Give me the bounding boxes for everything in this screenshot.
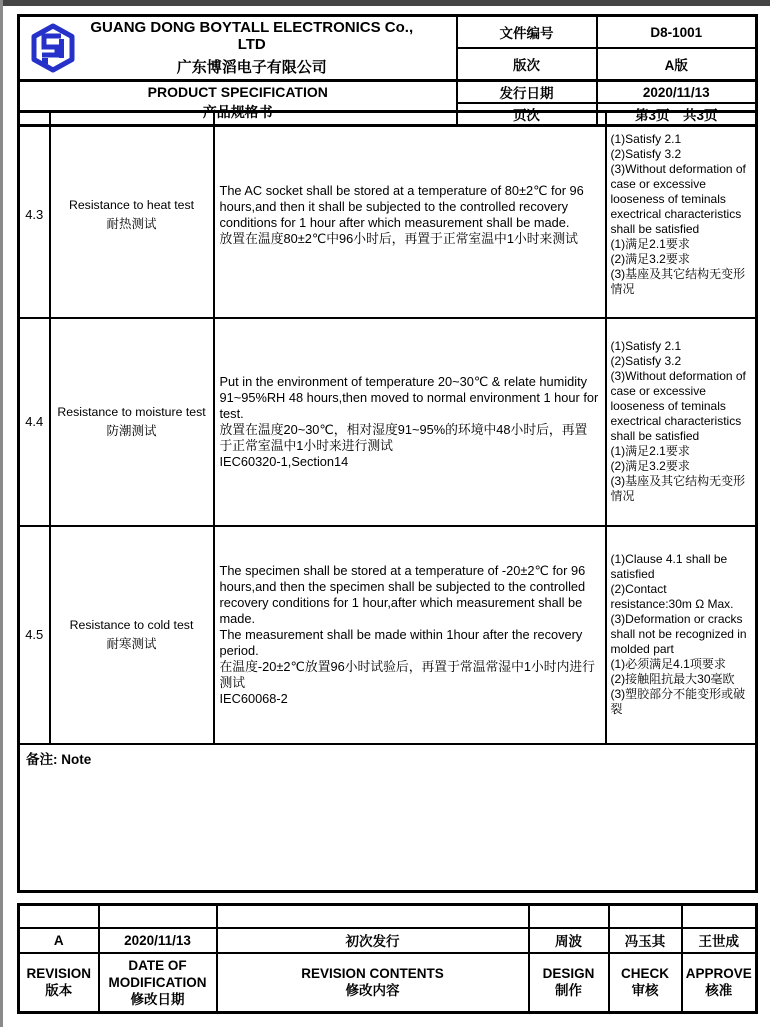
empty-cell xyxy=(529,905,609,928)
test-item-cell xyxy=(50,318,214,526)
description-line: The measurement shall be made within 1hour after the recovery period. xyxy=(219,626,583,658)
company-logo-icon xyxy=(24,23,82,73)
doc-title-cn: 产品规格书 xyxy=(202,104,273,120)
company-name-cn: 广东博滔电子有限公司 xyxy=(176,59,327,76)
header-cn: 版本 xyxy=(45,983,73,999)
header-cn: 制作 xyxy=(555,983,582,999)
criteria-line: (1)Satisfy 2.1 xyxy=(610,339,682,353)
test-number: 4.5 xyxy=(19,526,50,744)
test-item-cell xyxy=(50,112,214,318)
header-cn: 修改日期 xyxy=(130,991,185,1007)
description-line: 放置在温度20~30℃，相对湿度91~95%的环境中48小时后，再置于正常室温中1小时来进行测试 xyxy=(219,421,588,453)
revision-empty-row xyxy=(19,905,757,928)
test-description-cell xyxy=(214,318,606,526)
header-en: APPROVE xyxy=(685,966,752,982)
header-en: REVISION xyxy=(26,966,91,982)
header-cn: 核准 xyxy=(705,983,733,999)
revision-entry-approve: 王世成 xyxy=(682,928,757,953)
description-line: Put in the environment of temperature 20~30℃ & relate humidity 91~95%RH 48 hours,then moved to normal environment 1 hour for test. xyxy=(219,373,599,421)
criteria-line: (2)接触阻抗最大30毫欧 xyxy=(610,672,735,686)
header-en: CHECK xyxy=(620,966,669,982)
empty-cell xyxy=(99,905,217,928)
revision-entry-date: 2020/11/13 xyxy=(99,928,217,953)
note-cell xyxy=(19,744,757,892)
test-item-cell xyxy=(50,526,214,744)
criteria-line: (1)必须满足4.1项要求 xyxy=(610,657,726,671)
empty-cell xyxy=(217,905,529,928)
test-criteria-cell xyxy=(606,318,757,526)
revision-header-row xyxy=(19,953,757,1013)
header-cn: 修改内容 xyxy=(345,983,400,999)
revision-entry-version: A xyxy=(19,928,99,953)
header-en: REVISION CONTENTS xyxy=(301,966,444,982)
header-row-1 xyxy=(19,16,757,49)
scan-artifact-top xyxy=(0,0,770,6)
revision-entry-row xyxy=(19,928,757,953)
revision-header-contents xyxy=(217,953,529,1013)
criteria-line: (3)基座及其它结构无变形情况 xyxy=(610,474,746,503)
issue-date-value: 2020/11/13 xyxy=(597,81,757,104)
test-number: 4.3 xyxy=(19,112,50,318)
page-label: 页次 xyxy=(457,103,597,126)
revision-value: A版 xyxy=(597,48,757,81)
test-description-cell xyxy=(214,112,606,318)
test-number: 4.4 xyxy=(19,318,50,526)
doc-title-en: PRODUCT SPECIFICATION xyxy=(147,84,328,100)
criteria-line: (2)满足3.2要求 xyxy=(610,459,690,473)
test-name-en: Resistance to heat test xyxy=(68,197,195,212)
test-row-4-5 xyxy=(19,526,757,744)
doc-number-label: 文件编号 xyxy=(457,16,597,49)
revision-header-approve xyxy=(682,953,757,1013)
header-en: DATE OF MODIFICATION xyxy=(108,957,207,990)
note-row xyxy=(19,744,757,892)
criteria-line: (2)满足3.2要求 xyxy=(610,252,690,267)
revision-label: 版次 xyxy=(457,48,597,81)
criteria-line: (1)满足2.1要求 xyxy=(610,444,690,458)
criteria-line: (2)Satisfy 3.2 xyxy=(610,147,682,162)
description-line: The specimen shall be stored at a temperature of -20±2℃ for 96 hours,and then the specimen shall be subjected to the controlled recovery conditions for 1 hour,after which measurement shall be made. xyxy=(219,562,586,626)
criteria-line: (1)Clause 4.1 shall be satisfied xyxy=(610,552,728,581)
criteria-line: (1)满足2.1要求 xyxy=(610,237,690,252)
description-line: 放置在温度80±2℃中96小时后，再置于正常室温中1小时来测试 xyxy=(219,230,578,246)
description-line: IEC60068-2 xyxy=(219,690,288,706)
empty-cell xyxy=(682,905,757,928)
revision-entry-check: 冯玉其 xyxy=(609,928,682,953)
test-row-4-4 xyxy=(19,318,757,526)
revision-header-check xyxy=(609,953,682,1013)
empty-cell xyxy=(19,905,99,928)
description-line: 在温度-20±2℃放置96小时试验后，再置于常温常湿中1小时内进行测试 xyxy=(219,658,595,690)
test-name-en: Resistance to cold test xyxy=(69,617,194,632)
criteria-line: (1)Satisfy 2.1 xyxy=(610,132,682,147)
company-cell xyxy=(19,16,457,81)
test-row-4-3 xyxy=(19,112,757,318)
page-value: 第3页 共3页 xyxy=(597,103,757,126)
revision-header-version xyxy=(19,953,99,1013)
test-name-cn: 耐寒测试 xyxy=(106,636,157,651)
revision-history-table xyxy=(17,903,758,1014)
criteria-line: (3)Deformation or cracks shall not be recognized in molded part xyxy=(610,612,747,656)
empty-cell xyxy=(609,905,682,928)
revision-entry-design: 周波 xyxy=(529,928,609,953)
test-spec-table xyxy=(17,110,758,893)
test-description-cell xyxy=(214,526,606,744)
header-en: DESIGN xyxy=(542,966,595,982)
criteria-line: (3)基座及其它结构无变形情况 xyxy=(610,267,746,297)
company-name-en: GUANG DONG BOYTALL ELECTRONICS Co., LTD xyxy=(90,19,414,53)
criteria-line: (3)Without deformation of case or excessive looseness of teminals exectrical characteristics shall be satisfied xyxy=(610,369,746,443)
description-line: The AC socket shall be stored at a temperature of 80±2℃ for 96 hours,and then it shall be subjected to the controlled recovery conditions for 1 hour after which measurement shall be made. xyxy=(219,182,584,230)
criteria-line: (2)Contact resistance:30m Ω Max. xyxy=(610,582,734,611)
criteria-line: (3)塑胶部分不能变形或破裂 xyxy=(610,687,746,716)
test-name-cn: 防潮测试 xyxy=(106,423,157,438)
criteria-line: (3)Without deformation of case or excessive looseness of teminals exectrical characteristics shall be satisfied xyxy=(610,162,746,237)
revision-entry-contents: 初次发行 xyxy=(217,928,529,953)
issue-date-label: 发行日期 xyxy=(457,81,597,104)
doc-number-value: D8-1001 xyxy=(597,16,757,49)
header-row-3 xyxy=(19,81,757,104)
header-cn: 审核 xyxy=(631,983,659,999)
criteria-line: (2)Satisfy 3.2 xyxy=(610,354,682,368)
revision-header-design xyxy=(529,953,609,1013)
test-criteria-cell xyxy=(606,526,757,744)
test-name-cn: 耐热测试 xyxy=(106,216,157,231)
scan-artifact-left xyxy=(0,0,3,1027)
test-name-en: Resistance to moisture test xyxy=(57,404,206,419)
description-line: IEC60320-1,Section14 xyxy=(219,453,349,469)
note-label: 备注: Note xyxy=(26,751,92,767)
revision-header-date xyxy=(99,953,217,1013)
test-criteria-cell xyxy=(606,112,757,318)
